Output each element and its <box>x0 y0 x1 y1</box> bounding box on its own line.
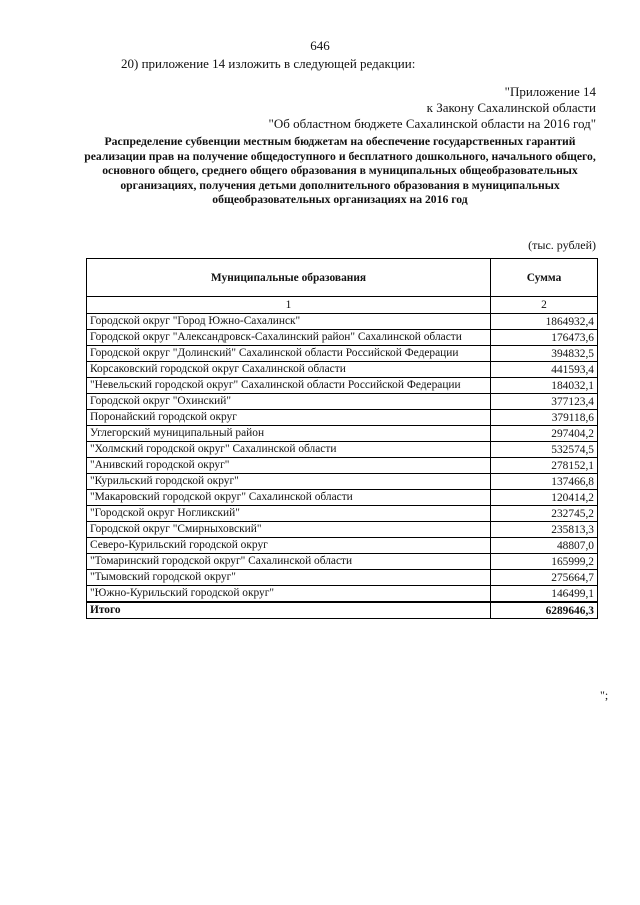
table-row <box>87 330 598 346</box>
municipality-name: Городской округ "Город Южно-Сахалинск" <box>87 314 491 330</box>
sum-value: 48807,0 <box>491 538 598 554</box>
municipality-name: "Томаринский городской округ" Сахалинской области <box>87 554 491 570</box>
closing-quote: "; <box>600 688 609 702</box>
municipality-name: Корсаковский городской округ Сахалинской области <box>87 362 491 378</box>
table-row <box>87 442 598 458</box>
municipality-name: Городской округ "Смирныховский" <box>87 522 491 538</box>
sum-value: 120414,2 <box>491 490 598 506</box>
table-row <box>87 346 598 362</box>
municipality-name: "Макаровский городской округ" Сахалинской области <box>87 490 491 506</box>
municipality-name: "Городской округ Ногликский" <box>87 506 491 522</box>
column-index-2: 2 <box>491 297 598 314</box>
municipality-name: "Невельский городской округ" Сахалинской области Российской Федерации <box>87 378 491 394</box>
document-title: Распределение субвенции местным бюджетам на обеспечение государственных гарантий реализации прав на получение общедоступного и бесплатного дошкольного, начального общего, основного общего, среднего общего образования в муниципальных общеобразовательных организациях, получения детьми дополнительного образования в муниципальных общеобразовательных организациях на 2016 год <box>84 135 596 206</box>
page-number: 646 <box>310 38 330 53</box>
municipality-name: Городской округ "Александровск-Сахалинский район" Сахалинской области <box>87 330 491 346</box>
table-row <box>87 506 598 522</box>
appendix-line-1: "Приложение 14 <box>504 84 596 99</box>
table-row <box>87 314 598 330</box>
table-row <box>87 378 598 394</box>
sum-value: 275664,7 <box>491 570 598 586</box>
sum-value: 232745,2 <box>491 506 598 522</box>
municipality-name: "Тымовский городской округ" <box>87 570 491 586</box>
table-row <box>87 554 598 570</box>
total-row <box>87 602 598 619</box>
table-row <box>87 474 598 490</box>
municipality-name: Северо-Курильский городской округ <box>87 538 491 554</box>
municipality-name: Городской округ "Охинский" <box>87 394 491 410</box>
sum-value: 377123,4 <box>491 394 598 410</box>
table-row <box>87 426 598 442</box>
municipality-name: Поронайский городской округ <box>87 410 491 426</box>
intro-text: 20) приложение 14 изложить в следующей редакции: <box>121 56 416 71</box>
sum-value: 6289646,3 <box>491 602 598 619</box>
units-label: (тыс. рублей) <box>528 238 596 252</box>
municipality-name: "Южно-Курильский городской округ" <box>87 586 491 603</box>
sum-value: 165999,2 <box>491 554 598 570</box>
table-row <box>87 522 598 538</box>
table-row <box>87 362 598 378</box>
header-sum: Сумма <box>491 259 598 297</box>
municipality-name: "Курильский городской округ" <box>87 474 491 490</box>
sum-value: 379118,6 <box>491 410 598 426</box>
sum-value: 441593,4 <box>491 362 598 378</box>
table-row <box>87 394 598 410</box>
appendix-line-2: к Закону Сахалинской области <box>426 100 596 115</box>
municipality-name: "Холмский городской округ" Сахалинской области <box>87 442 491 458</box>
appendix-header <box>269 84 596 132</box>
subsidy-table <box>86 258 598 619</box>
appendix-line-3: "Об областном бюджете Сахалинской области на 2016 год" <box>268 116 596 131</box>
sum-value: 137466,8 <box>491 474 598 490</box>
header-municipality: Муниципальные образования <box>87 259 491 297</box>
column-index-1: 1 <box>87 297 491 314</box>
table-row <box>87 458 598 474</box>
sum-value: 1864932,4 <box>491 314 598 330</box>
sum-value: 278152,1 <box>491 458 598 474</box>
municipality-name: "Анивский городской округ" <box>87 458 491 474</box>
column-index-row <box>87 297 598 314</box>
sum-value: 146499,1 <box>491 586 598 603</box>
sum-value: 297404,2 <box>491 426 598 442</box>
municipality-name: Итого <box>87 602 491 619</box>
table-row <box>87 538 598 554</box>
table-row <box>87 490 598 506</box>
sum-value: 235813,3 <box>491 522 598 538</box>
table-row <box>87 586 598 603</box>
municipality-name: Углегорский муниципальный район <box>87 426 491 442</box>
sum-value: 184032,1 <box>491 378 598 394</box>
table-row <box>87 570 598 586</box>
table-row <box>87 410 598 426</box>
sum-value: 394832,5 <box>491 346 598 362</box>
sum-value: 532574,5 <box>491 442 598 458</box>
sum-value: 176473,6 <box>491 330 598 346</box>
table-header-row <box>87 259 598 297</box>
municipality-name: Городской округ "Долинский" Сахалинской области Российской Федерации <box>87 346 491 362</box>
